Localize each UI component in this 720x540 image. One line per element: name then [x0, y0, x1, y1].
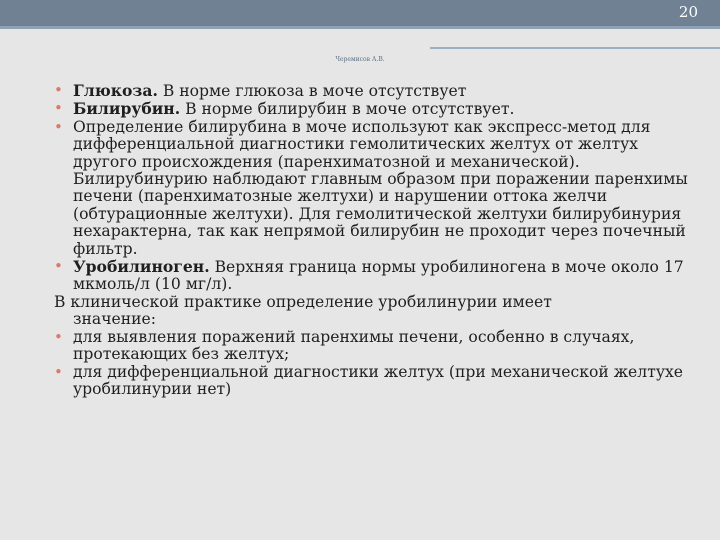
item-heading: Уробилиноген. [73, 257, 210, 277]
bullet-icon: • [54, 362, 63, 381]
bullet-icon: • [54, 99, 63, 118]
item-text: В норме билирубин в моче отсутствует. [180, 100, 515, 119]
clinical-practice-text [54, 294, 694, 329]
plain-line: В клинической практике определение уробилинурии имеет [54, 292, 552, 311]
bullet-icon: • [54, 257, 63, 276]
header-divider [430, 47, 720, 49]
header-bar [0, 0, 720, 26]
page-number: 20 [678, 3, 698, 21]
list-item-bilirubin-detection [54, 119, 694, 258]
list-item-urobilinogen [54, 258, 694, 294]
item-text: для выявления поражений паренхимы печени, особенно в случаях, протекающих без желтух; [73, 327, 635, 364]
list-item-bilirubin [54, 100, 694, 118]
bullet-icon: • [54, 81, 63, 99]
plain-line-rest: значение: [73, 310, 157, 329]
item-heading: Глюкоза. [73, 81, 158, 100]
author-caption: Черемисов А.В. [335, 56, 385, 63]
bullet-icon: • [54, 117, 63, 136]
slide-content [54, 82, 694, 398]
item-heading: Билирубин. [73, 99, 181, 119]
header-underline [0, 26, 720, 29]
item-text: Определение билирубина в моче используют как экспресс-метод для дифференциальной диагностики гемолитических желтух от желтух другого происхождения (паренхиматозной и механической). Билирубинурию наблюдают главным образом при поражении паренхимы печени (паренхиматозные желтухи) и нарушении оттока желчи (обтурационные желтухи). Для гемолитической желтухи билирубинурия нехарактерна, так как непрямой билирубин не проходит через почечный фильтр. [73, 117, 688, 258]
item-text: Верхняя граница нормы уробилиногена в моче около 17 мкмоль/л (10 мг/л). [73, 258, 684, 294]
item-text: для дифференциальной диагностики желтух (при механической желтухе уробилинурии нет) [73, 362, 684, 398]
item-text: В норме глюкоза в моче отсутствует [157, 82, 467, 100]
bullet-icon: • [54, 327, 63, 346]
sub-item-differential-diagnosis [54, 364, 694, 399]
list-item-glucose [54, 82, 694, 100]
sub-item-liver-damage [54, 329, 694, 364]
